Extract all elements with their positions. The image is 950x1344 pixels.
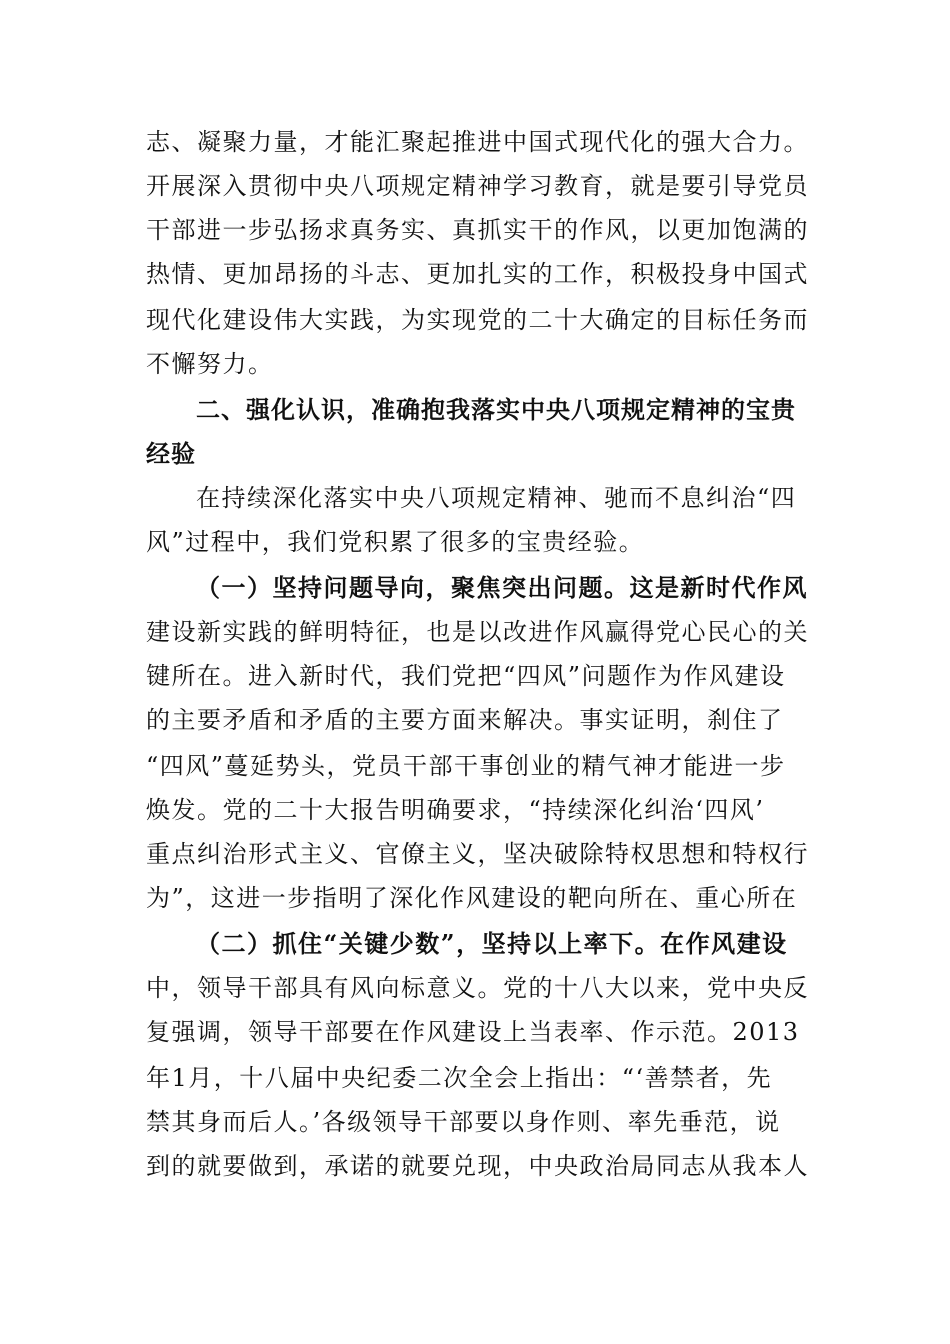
section-heading-continued: 经验 [146, 440, 196, 468]
paragraph-line: “四风”蔓延势头，党员干部干事创业的精气神才能进一步 [146, 752, 786, 780]
text-line: 开展深入贯彻中央八项规定精神学习教育，就是要引导党员 [146, 172, 809, 200]
paragraph-line: 键所在。进入新时代，我们党把“四风”问题作为作风建设 [146, 662, 786, 690]
text-line: 志、凝聚力量，才能汇聚起推进中国式现代化的强大合力。 [146, 128, 809, 156]
paragraph-line: 焕发。党的二十大报告明确要求，“持续深化纠治‘四风’ [146, 796, 765, 824]
paragraph-line: 复强调，领导干部要在作风建设上当表率、作示范。2013 [146, 1018, 800, 1046]
paragraph-line: 禁其身而后人。’各级领导干部要以身作则、率先垂范，说 [146, 1108, 781, 1136]
paragraph-line: 建设新实践的鲜明特征，也是以改进作风赢得党心民心的关 [146, 618, 809, 646]
text-line: 不懈努力。 [146, 350, 274, 378]
text-line: 现代化建设伟大实践，为实现党的二十大确定的目标任务而 [146, 306, 809, 334]
paragraph-line: 为”，这进一步指明了深化作风建设的靶向所在、重心所在 [146, 884, 798, 912]
paragraph-line: 重点纠治形式主义、官僚主义，坚决破除特权思想和特权行 [146, 840, 809, 868]
section-heading: 二、强化认识，准确抱我落实中央八项规定精神的宝贵 [196, 396, 796, 424]
subheading-line: （二）抓住“关键少数”，坚持以上率下。在作风建设 [196, 929, 788, 958]
subheading-line: （一）坚持问题导向，聚焦突出问题。这是新时代作风 [196, 573, 808, 602]
paragraph-line: 到的就要做到，承诺的就要兑现，中央政治局同志从我本人 [146, 1152, 809, 1180]
paragraph-line: 年1月，十八届中央纪委二次全会上指出：“‘善禁者，先 [146, 1064, 773, 1092]
text-line: 热情、更加昂扬的斗志、更加扎实的工作，积极投身中国式 [146, 260, 809, 288]
text-line: 干部进一步弘扬求真务实、真抓实干的作风，以更加饱满的 [146, 216, 809, 244]
paragraph-line: 的主要矛盾和矛盾的主要方面来解决。事实证明，刹住了 [146, 706, 784, 734]
paragraph-line: 中，领导干部具有风向标意义。党的十八大以来，党中央反 [146, 974, 809, 1002]
paragraph-line: 风”过程中，我们党积累了很多的宝贵经验。 [146, 528, 645, 556]
paragraph-line: 在持续深化落实中央八项规定精神、驰而不息纠治“四 [196, 484, 797, 512]
